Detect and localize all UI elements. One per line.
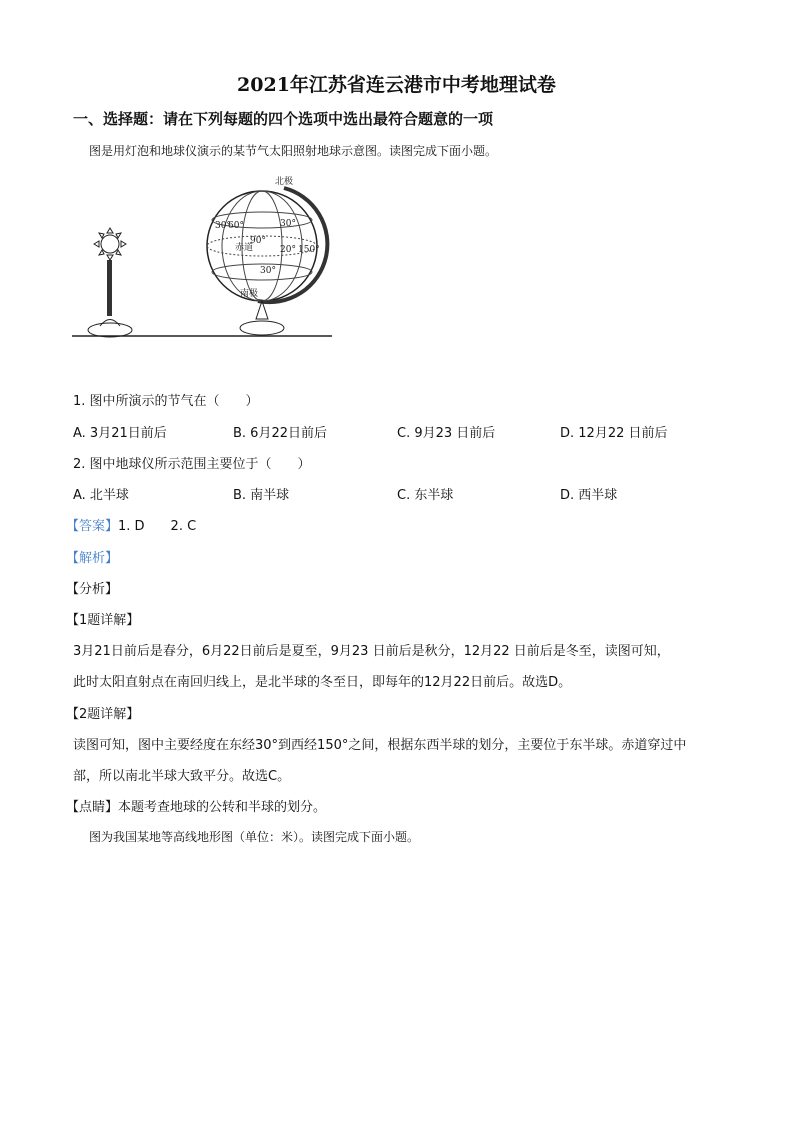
question-2: 2. 图中地球仪所示范围主要位于（ ）: [73, 457, 311, 472]
detail-1-text: 此时太阳直射点在南回归线上，是北半球的冬至日，即每年的12月22日前后。故选D。: [73, 675, 572, 690]
intro-text-2: 图为我国某地等高线地形图（单位：米）。读图完成下面小题。: [89, 830, 420, 844]
detail-1-label: 【1题详解】: [66, 613, 140, 628]
south-pole-label: 南极: [240, 289, 259, 299]
lat-label: 30°: [215, 221, 231, 231]
lat-label: 30°: [260, 266, 276, 276]
q2-option-d: D. 西半球: [560, 488, 618, 503]
lon-label: 60°: [228, 221, 244, 231]
q1-option-c: C. 9月23 日前后: [397, 426, 496, 441]
q2-option-a: A. 北半球: [73, 488, 129, 503]
q2-option-b: B. 南半球: [233, 488, 290, 503]
q1-option-b: B. 6月22日前后: [233, 426, 327, 441]
intro-text: 图是用灯泡和地球仪演示的某节气太阳照射地球示意图。读图完成下面小题。: [89, 144, 498, 158]
globe: [207, 175, 327, 335]
lat-label: 20°: [280, 245, 296, 255]
q1-option-d: D. 12月22 日前后: [560, 426, 668, 441]
lamp: [88, 228, 132, 337]
detail-1-text: 3月21日前后是春分，6月22日前后是夏至，9月23 日前后是秋分，12月22 日前后是冬至，读图可知，: [73, 644, 670, 659]
detail-2-text: 读图可知，图中主要经度在东经30°到西经150°之间，根据东西半球的划分，主要位于东半球。赤道穿过中: [73, 738, 687, 753]
q2-option-c: C. 东半球: [397, 488, 454, 503]
equator-label: 赤道: [235, 243, 254, 253]
q1-option-a: A. 3月21日前后: [73, 426, 167, 441]
section-heading: 一、选择题：请在下列每题的四个选项中选出最符合题意的一项: [73, 110, 494, 128]
page-title: 2021年江苏省连云港市中考地理试卷: [237, 74, 556, 96]
analysis-label: 【解析】: [66, 551, 119, 566]
answer-line: [66, 515, 196, 534]
answer-label: 【答案】: [66, 519, 119, 534]
dianjing-text: 【点睛】本题考查地球的公转和半球的划分。: [66, 800, 327, 815]
answer-text: 1. D 2. C: [118, 519, 197, 534]
north-pole-label: 北极: [275, 177, 294, 187]
lon-label: 150°: [298, 245, 320, 255]
question-1: 1. 图中所演示的节气在（ ）: [73, 394, 259, 409]
detail-2-label: 【2题详解】: [66, 707, 140, 722]
lon-label: 90°: [250, 236, 266, 246]
fenxi-label: 【分析】: [66, 582, 119, 597]
lat-label: 30°: [280, 219, 296, 229]
detail-2-text: 部，所以南北半球大致平分。故选C。: [73, 769, 291, 784]
globe-figure: [70, 168, 340, 348]
